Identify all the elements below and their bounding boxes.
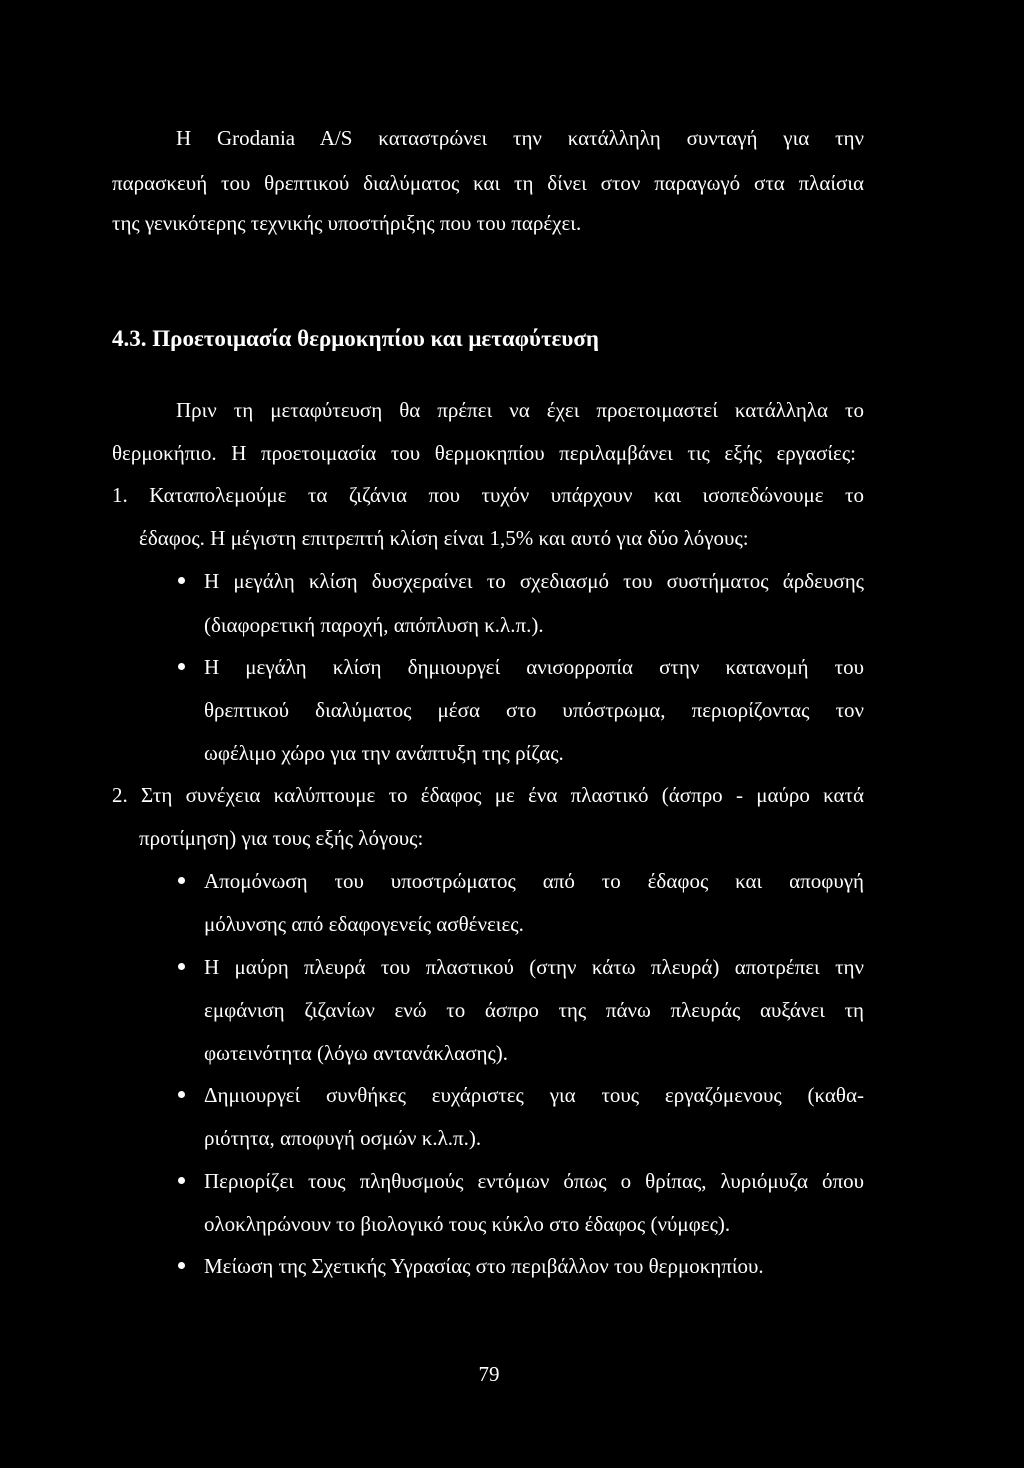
item-2-bullet-2-line-3: φωτεινότητα (λόγω αντανάκλασης). bbox=[204, 1041, 509, 1065]
item-2-bullet-5-line-1: Μείωση της Σχετικής Υγρασίας στο περιβάλλον του θερμοκηπίου. bbox=[204, 1254, 764, 1278]
bullet-icon bbox=[178, 1177, 185, 1184]
item-2-bullet-4-line-1: Περιορίζει τους πληθυσμούς εντόμων όπως ο θρίπας, λυριόμυζα όπου bbox=[204, 1169, 864, 1193]
item-2-bullet-3-line-1: Δημιουργεί συνθήκες ευχάριστες για τους εργαζόμενους (καθα- bbox=[204, 1083, 864, 1107]
intro-line-2: παρασκευή του θρεπτικού διαλύματος και τη δίνει στον παραγωγό στα πλαίσια bbox=[112, 171, 864, 195]
item-1-bullet-2-line-1: Η μεγάλη κλίση δημιουργεί ανισορροπία στην κατανομή του bbox=[204, 655, 864, 679]
item-2-bullet-3-line-2: ριότητα, αποφυγή οσμών κ.λ.π.). bbox=[204, 1126, 482, 1150]
item-2-bullet-1-line-1: Απομόνωση του υποστρώματος από το έδαφος και αποφυγή bbox=[204, 869, 864, 893]
item-2-line-2: προτίμηση) για τους εξής λόγους: bbox=[139, 826, 424, 850]
page-number: 79 bbox=[478, 1362, 500, 1386]
bullet-icon bbox=[178, 663, 185, 670]
item-2-bullet-4-line-2: ολοκληρώνουν το βιολογικό τους κύκλο στο έδαφος (νύμφες). bbox=[204, 1212, 731, 1236]
item-2-bullet-2-line-2: εμφάνιση ζιζανίων ενώ το άσπρο της πάνω πλευράς αυξάνει τη bbox=[204, 998, 864, 1022]
item-1-bullet-1-line-2: (διαφορετική παροχή, απόπλυση κ.λ.π.). bbox=[204, 613, 544, 637]
section-paragraph-line-1: Πριν τη μεταφύτευση θα πρέπει να έχει προετοιμαστεί κατάλληλα το bbox=[176, 398, 864, 422]
bullet-icon bbox=[178, 1262, 185, 1269]
bullet-icon bbox=[178, 877, 185, 884]
section-heading: 4.3. Προετοιμασία θερμοκηπίου και μεταφύτευση bbox=[112, 326, 599, 351]
item-2-bullet-1-line-2: μόλυνσης από εδαφογενείς ασθένειες. bbox=[204, 912, 524, 936]
section-paragraph-line-2: θερμοκήπιο. Η προετοιμασία του θερμοκηπίου περιλαμβάνει τις εξής εργασίες: bbox=[112, 441, 856, 465]
item-1-line-1: 1. Καταπολεμούμε τα ζιζάνια που τυχόν υπάρχουν και ισοπεδώνουμε το bbox=[112, 483, 864, 507]
item-1-bullet-1-line-1: Η μεγάλη κλίση δυσχεραίνει το σχεδιασμό του συστήματος άρδευσης bbox=[204, 569, 864, 593]
bullet-icon bbox=[178, 963, 185, 970]
bullet-icon bbox=[178, 577, 185, 584]
item-2-bullet-2-line-1: Η μαύρη πλευρά του πλαστικού (στην κάτω πλευρά) αποτρέπει την bbox=[204, 955, 864, 979]
intro-line-3: της γενικότερης τεχνικής υποστήριξης που του παρέχει. bbox=[112, 211, 582, 235]
item-1-line-2: έδαφος. Η μέγιστη επιτρεπτή κλίση είναι 1,5% και αυτό για δύο λόγους: bbox=[139, 526, 749, 550]
intro-line-1: Η Grodania A/S καταστρώνει την κατάλληλη συνταγή για την bbox=[176, 126, 864, 150]
item-1-bullet-2-line-3: ωφέλιμο χώρο για την ανάπτυξη της ρίζας. bbox=[204, 741, 564, 765]
bullet-icon bbox=[178, 1091, 185, 1098]
item-1-bullet-2-line-2: θρεπτικού διαλύματος μέσα στο υπόστρωμα, περιορίζοντας τον bbox=[204, 698, 864, 722]
item-2-line-1: 2. Στη συνέχεια καλύπτουμε το έδαφος με ένα πλαστικό (άσπρο - μαύρο κατά bbox=[112, 783, 864, 807]
